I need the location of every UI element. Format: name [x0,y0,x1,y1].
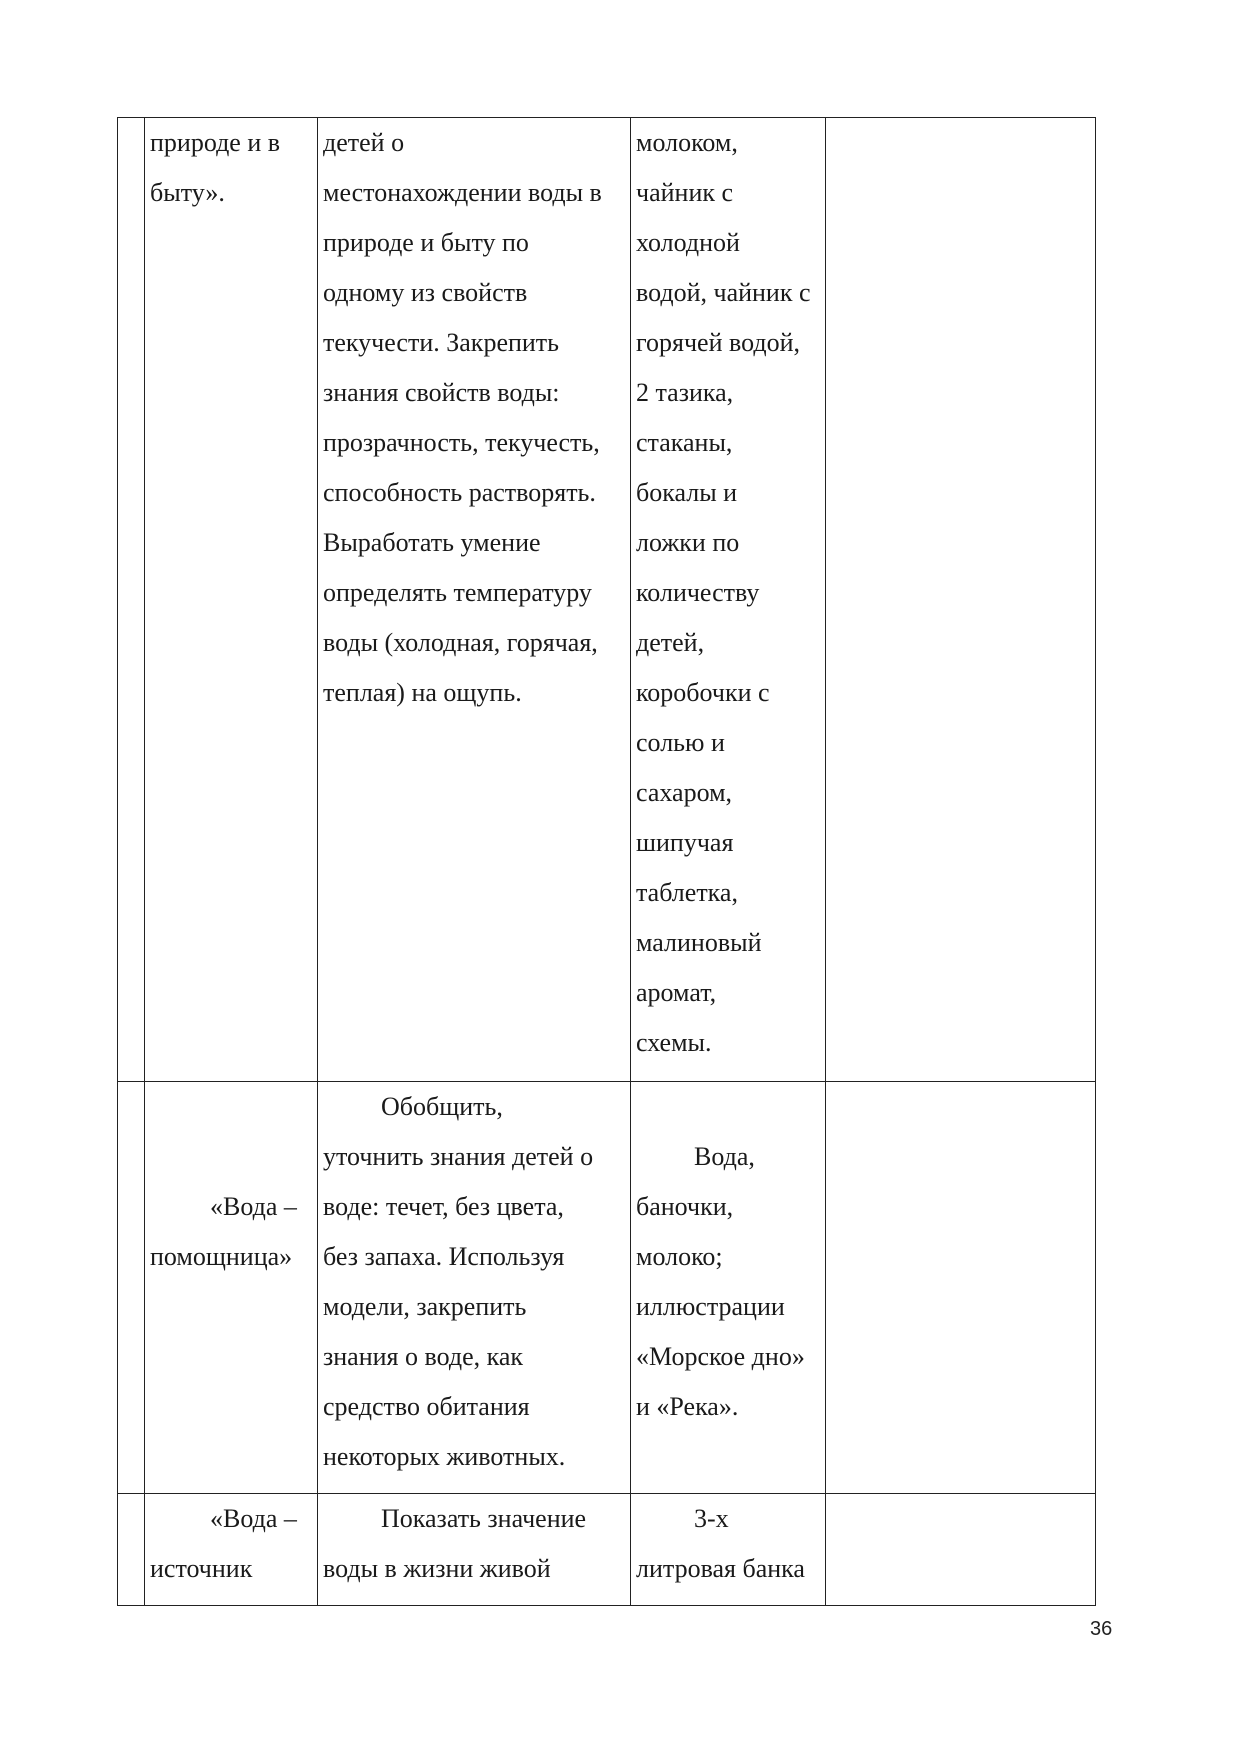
materials-line: Вода, [694,1142,755,1171]
goal-line: модели, закрепить [323,1292,527,1321]
materials-line: чайник с [636,178,734,207]
goal-line: Обобщить, [381,1092,503,1121]
materials-line: горячей водой, [636,328,800,357]
goal-line: уточнить знания детей о [323,1142,594,1171]
materials-line: молоко; [636,1242,723,1271]
topic-line: «Вода – [210,1192,297,1221]
materials-line: водой, чайник с [636,278,811,307]
materials-cell [631,118,826,1082]
goal-line: знания о воде, как [323,1342,524,1371]
goal-line: природе и быту по [323,228,529,257]
row-number-cell [118,118,145,1082]
topic-cell [145,1494,318,1606]
materials-line: иллюстрации [636,1292,785,1321]
goal-cell [318,118,631,1082]
materials-line: коробочки с [636,678,770,707]
materials-cell [631,1082,826,1494]
materials-cell [631,1494,826,1606]
notes-cell [826,1082,1096,1494]
materials-line: бокалы и [636,478,738,507]
goal-line: воды в жизни живой [323,1554,551,1583]
materials-line: солью и [636,728,725,757]
goal-line: средство обитания [323,1392,530,1421]
goal-line: теплая) на ощупь. [323,678,522,707]
goal-line: детей о [323,128,405,157]
table-row [118,1494,1096,1606]
materials-line: 2 тазика, [636,378,734,407]
materials-line: аромат, [636,978,717,1007]
goal-line: одному из свойств [323,278,528,307]
goal-line: воде: течет, без цвета, [323,1192,564,1221]
goal-cell [318,1494,631,1606]
topic-line: источник [150,1554,253,1583]
table-row [118,118,1096,1082]
row-number-cell [118,1082,145,1494]
goal-line: воды (холодная, горячая, [323,628,598,657]
materials-line: детей, [636,628,705,657]
row-number-cell [118,1494,145,1606]
materials-line: и «Река». [636,1392,739,1421]
materials-line: сахаром, [636,778,733,807]
goal-line: способность растворять. [323,478,596,507]
materials-line: молоком, [636,128,738,157]
goal-line: некоторых животных. [323,1442,566,1471]
materials-line: «Морское дно» [636,1342,805,1371]
materials-line: холодной [636,228,740,257]
goal-line: прозрачность, текучесть, [323,428,600,457]
goal-cell [318,1082,631,1494]
topic-cell [145,118,318,1082]
materials-line: таблетка, [636,878,738,907]
topic-line: «Вода – [210,1504,297,1533]
materials-line: литровая банка [636,1554,805,1583]
lesson-plan-table [117,117,1096,1606]
topic-line: быту». [150,178,225,207]
materials-line: малиновый [636,928,762,957]
materials-line: схемы. [636,1028,712,1057]
goal-line: определять температуру [323,578,592,607]
table-row [118,1082,1096,1494]
goal-line: без запаха. Используя [323,1242,565,1271]
notes-cell [826,1494,1096,1606]
materials-line: стаканы, [636,428,733,457]
notes-cell [826,118,1096,1082]
materials-line: 3-х [694,1504,729,1533]
goal-line: знания свойств воды: [323,378,560,407]
goal-line: местонахождении воды в [323,178,602,207]
goal-line: Выработать умение [323,528,541,557]
materials-line: баночки, [636,1192,734,1221]
topic-line: помощница» [150,1242,293,1271]
page-number: 36 [1090,1618,1113,1640]
materials-line: количеству [636,578,760,607]
materials-line: шипучая [636,828,734,857]
topic-cell [145,1082,318,1494]
topic-line: природе и в [150,128,281,157]
materials-line: ложки по [636,528,740,557]
goal-line: Показать значение [381,1504,587,1533]
goal-line: текучести. Закрепить [323,328,560,357]
